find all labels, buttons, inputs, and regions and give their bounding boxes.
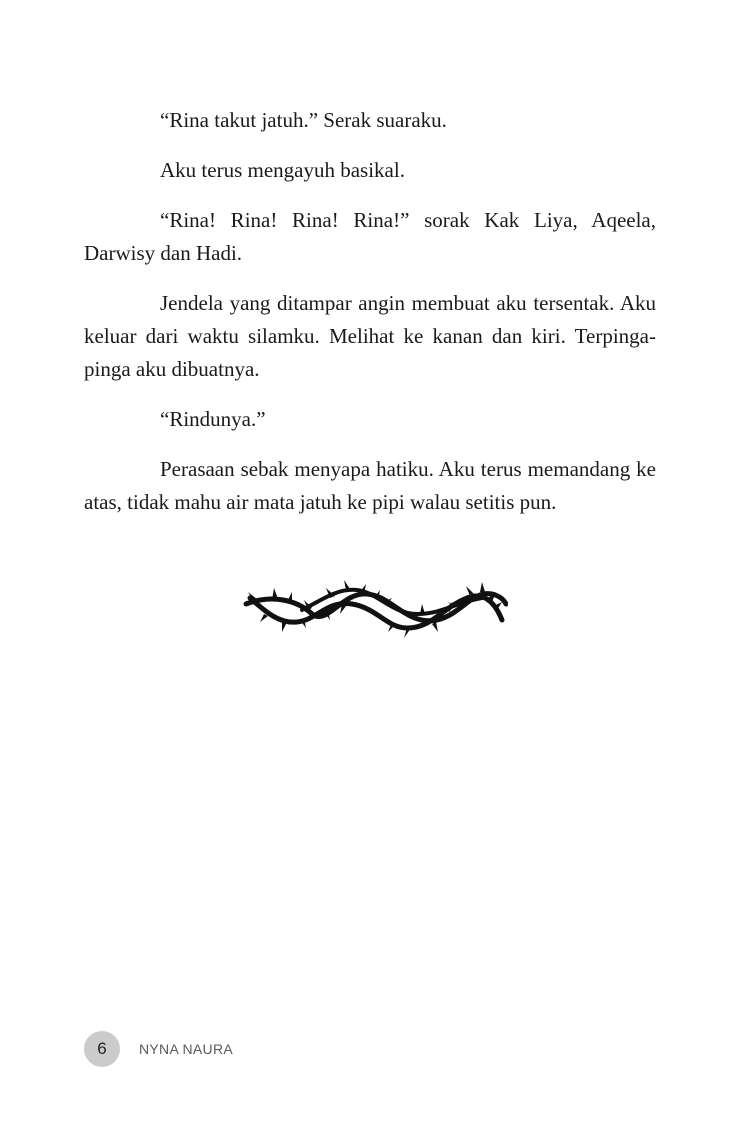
paragraph: Perasaan sebak menyapa hatiku. Aku terus memandang ke atas, tidak mahu air mata jatuh ke pipi walau setitis pun. bbox=[84, 457, 656, 514]
thorn-vine-divider-icon bbox=[242, 580, 508, 640]
paragraph: Aku terus mengayuh basikal. bbox=[160, 158, 405, 182]
body-text bbox=[84, 104, 656, 536]
page-footer bbox=[84, 1031, 233, 1067]
paragraph: “Rina takut jatuh.” Serak suaraku. bbox=[160, 108, 447, 132]
paragraph: Jendela yang ditampar angin membuat aku tersentak. Aku keluar dari waktu silamku. Melihat ke kanan dan kiri. Terpinga-pinga aku dibuatnya. bbox=[84, 291, 656, 381]
running-footer-author: NYNA NAURA bbox=[139, 1041, 234, 1057]
page-number-badge: 6 bbox=[84, 1031, 120, 1067]
paragraph: “Rindunya.” bbox=[160, 407, 266, 431]
paragraph: “Rina! Rina! Rina! Rina!” sorak Kak Liya, Aqeela, Darwisy dan Hadi. bbox=[84, 208, 656, 265]
